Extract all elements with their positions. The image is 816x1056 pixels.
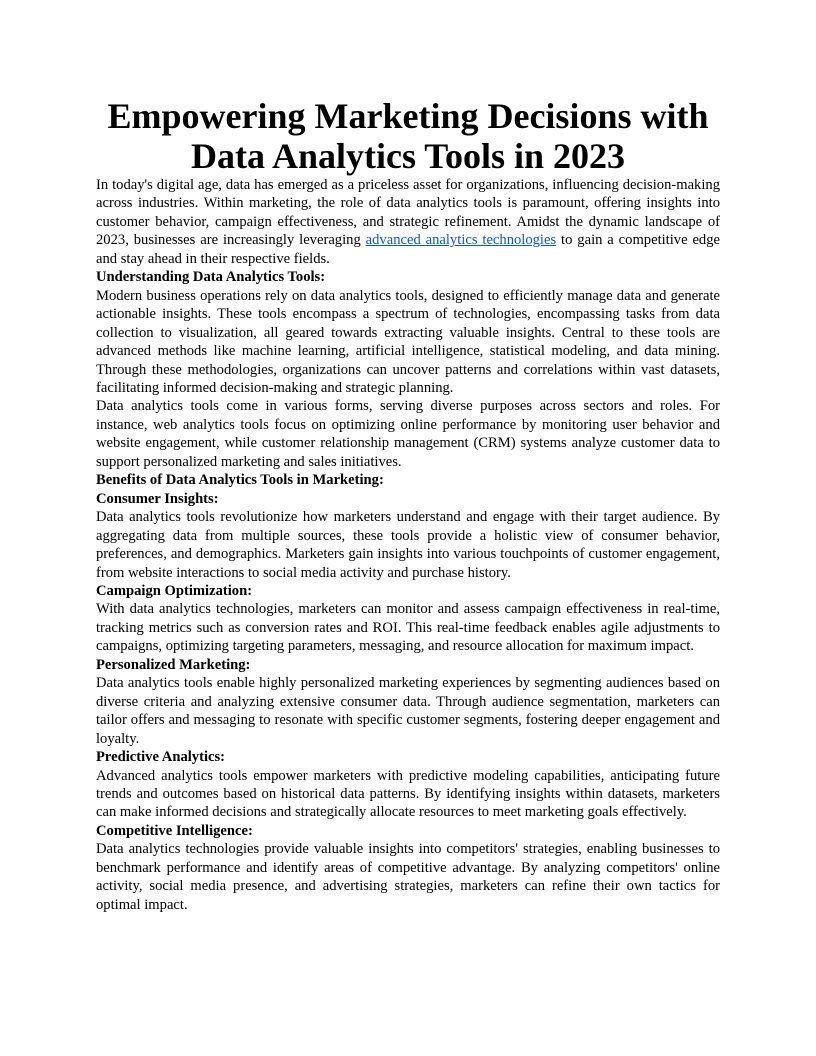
intro-text-start: In today's digital age, data has emerged as a priceless asset for organizations, influencing decision-making across industries. Within marketing, the role of data analytics tools is paramount, offering insights into customer behavior, campaign effectiveness, and strategic refinement. Amidst the dynamic landscape of 2023, businesses are increasingly leveraging xyxy=(96,177,720,249)
campaign-optimization-paragraph: With data analytics technologies, marketers can monitor and assess campaign effectiveness in real-time, tracking metrics such as conversion rates and ROI. This real-time feedback enables agile adjustments to campaigns, optimizing targeting parameters, messaging, and resource allocation for maximum impact. xyxy=(96,601,720,655)
personalized-marketing-paragraph: Data analytics tools enable highly personalized marketing experiences by segmenting audiences based on diverse criteria and analyzing extensive consumer data. Through audience segmentation, marketers can tailor offers and messaging to resonate with specific customer segments, fostering deeper engagement and loyalty. xyxy=(96,675,720,747)
competitive-intelligence-heading: Competitive Intelligence: xyxy=(96,822,253,839)
document-body xyxy=(96,176,720,914)
campaign-optimization-heading: Campaign Optimization: xyxy=(96,582,253,599)
document-page xyxy=(96,96,720,914)
intro-paragraph xyxy=(96,176,720,268)
predictive-analytics-heading: Predictive Analytics: xyxy=(96,749,226,766)
consumer-insights-heading: Consumer Insights: xyxy=(96,490,219,507)
title-line-2: Data Analytics Tools in 2023 xyxy=(190,136,626,176)
competitive-intelligence-paragraph: Data analytics technologies provide valuable insights into competitors' strategies, enabling businesses to benchmark performance and identify areas of competitive advantage. By analyzing competitors' online activity, social media presence, and advertising strategies, marketers can refine their own tactics for optimal impact. xyxy=(96,841,720,913)
understanding-paragraph-2: Data analytics tools come in various forms, serving diverse purposes across sectors and roles. For instance, web analytics tools focus on optimizing online performance by monitoring user behavior and website engagement, while customer relationship management (CRM) systems analyze customer data to support personalized marketing and sales initiatives. xyxy=(96,398,720,470)
advanced-analytics-link[interactable]: advanced analytics technologies xyxy=(365,232,557,249)
intro-text-end: to gain a competitive edge and stay ahead in their respective fields. xyxy=(96,232,721,267)
understanding-paragraph-1: Modern business operations rely on data analytics tools, designed to efficiently manage data and generate actionable insights. These tools encompass a spectrum of technologies, encompassing tasks from data collection to visualization, all geared towards extracting valuable insights. Central to these tools are advanced methods like machine learning, artificial intelligence, statistical modeling, and data mining. Through these methodologies, organizations can uncover patterns and correlations within vast datasets, facilitating informed decision-making and strategic planning. xyxy=(96,287,720,396)
personalized-marketing-heading: Personalized Marketing: xyxy=(96,656,251,673)
benefits-heading: Benefits of Data Analytics Tools in Marketing: xyxy=(96,472,384,489)
document-title xyxy=(96,96,720,176)
understanding-heading: Understanding Data Analytics Tools: xyxy=(96,269,326,286)
consumer-insights-paragraph: Data analytics tools revolutionize how marketers understand and engage with their target audience. By aggregating data from multiple sources, these tools provide a holistic view of consumer behavior, preferences, and demographics. Marketers gain insights into various touchpoints of customer engagement, from website interactions to social media activity and purchase history. xyxy=(96,509,720,581)
predictive-analytics-paragraph: Advanced analytics tools empower marketers with predictive modeling capabilities, anticipating future trends and outcomes based on historical data patterns. By identifying insights within datasets, marketers can make informed decisions and strategically allocate resources to meet marketing goals effectively. xyxy=(96,767,720,821)
title-line-1: Empowering Marketing Decisions with xyxy=(107,96,709,136)
